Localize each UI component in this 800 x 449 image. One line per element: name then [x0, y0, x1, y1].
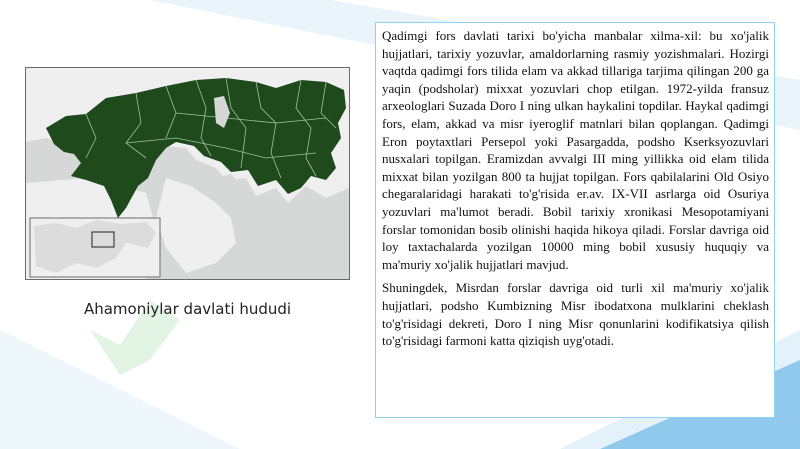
map-caption: Ahamoniylar davlati hududi: [83, 300, 292, 318]
achaemenid-empire-map: [25, 67, 350, 280]
text-panel: [375, 22, 775, 418]
text-paragraph-1: Qadimgi fors davlati tarixi bo'yicha manbalar xilma-xil: bu xo'jalik hujjatlari, tarixiy yozuvlar, amaldorlarning rasmiy yozishmalari. Hozirgi vaqtda qadimgi fors tilida elam va akkad tillariga tarjima qilingan 200 ga yaqin (podsholar) mixxat yozuvlari chop etilgan. 1972-yilda fransuz arxeologlari Suzada Doro I ning ulkan haykalini topdilar. Haykal qadimgi fors, elam, akkad va misr iyeroglif matnlari bilan qoplangan. Qadimgi Eron poytaxtlari Persepol yoki Pasargadda, podsho Kserksyozuvlari nusxalari topilgan. Eramizdan avvalgi III ming yillikka oid elam tilida mixxat bilan yozilgan 800 ta hujjat topilgan. Fors qabilalarini Old Osiyo chegaralaridagi harakati to'g'risida er.av. IX-VII asrlarga oid Osuriya yozuvlari ma'lumot beradi. Bobil tarixiy xronikasi Mesopotamiyani forslar tomonidan bosib olinishi haqida hikoya qiladi. Forslar davriga oid loy taxtachalarda yozilgan 10000 ming bobil xususiy huquqiy va ma'muriy xo'jalik hujjatlari mavjud.: [382, 28, 769, 272]
text-paragraph-2: Shuningdek, Misrdan forslar davriga oid turli xil ma'muriy xo'jalik hujjatlari, podsho Kumbizning Misr ibodatxona mulklarini cheklash to'g'risidagi dekreti, Doro I ning Misr qonunlarini kodifikatsiya qilish to'g'risidagi farmoni katta qiziqish uyg'otadi.: [382, 280, 769, 349]
